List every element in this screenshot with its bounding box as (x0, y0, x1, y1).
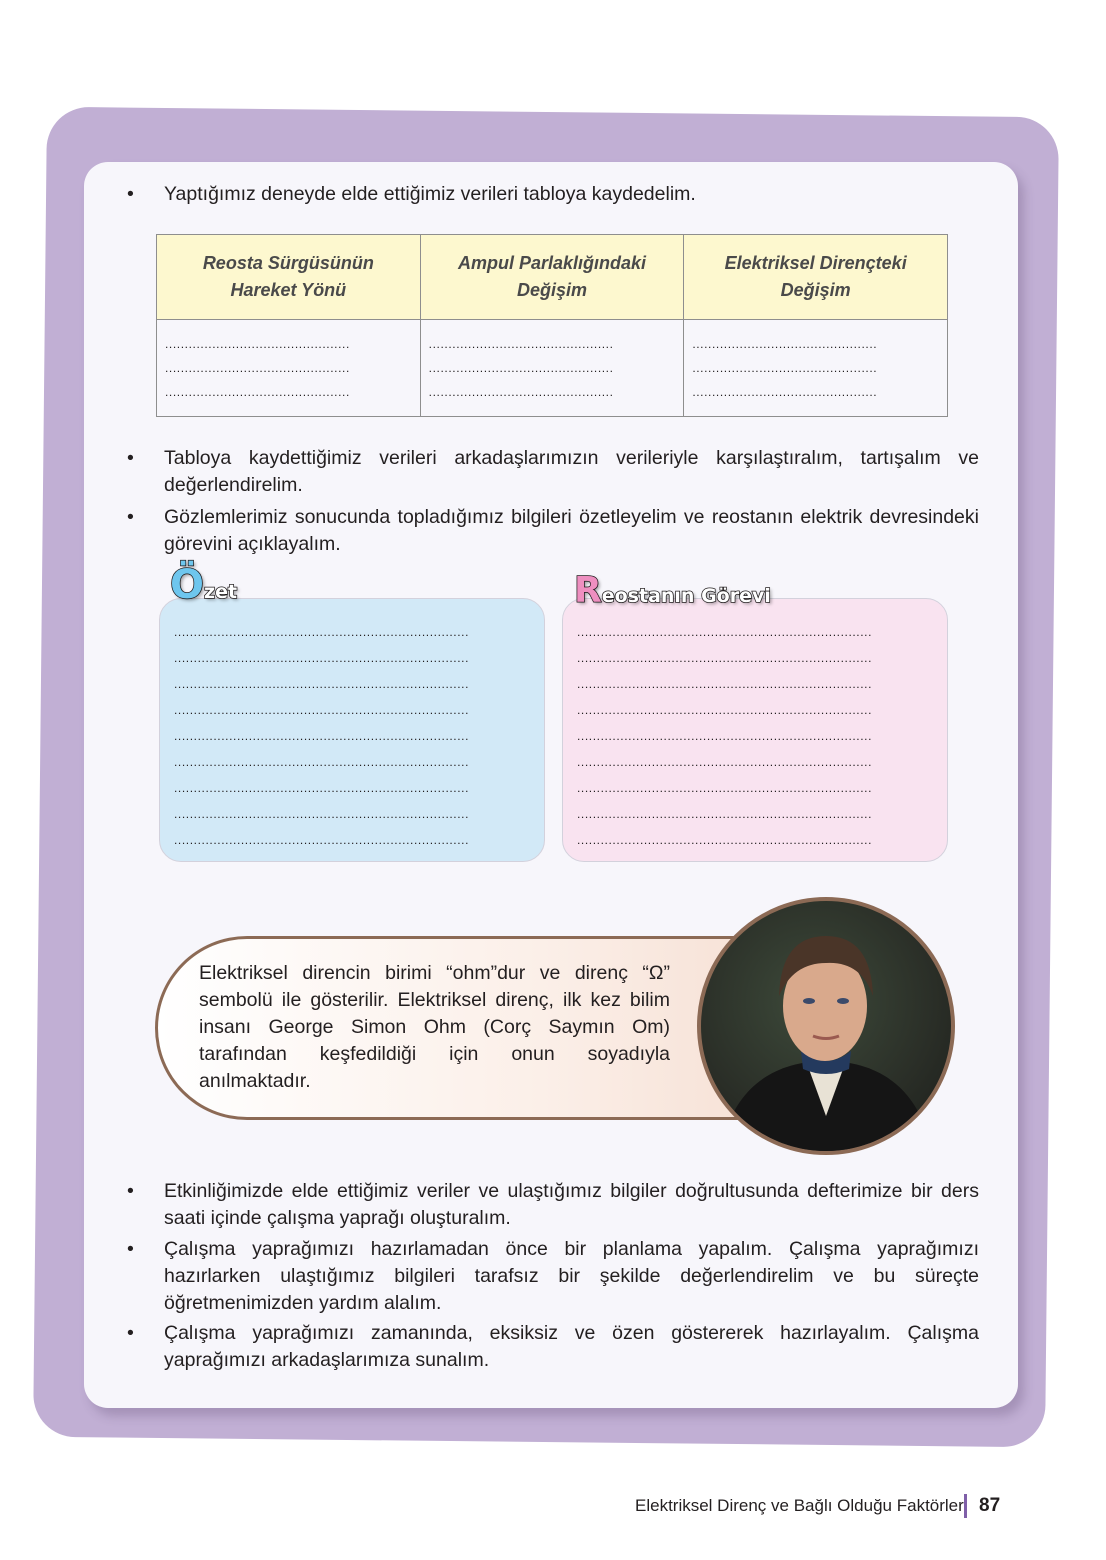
header-rheostat-direction: Reosta Sürgüsünün Hareket Yönü (157, 235, 421, 320)
ohm-portrait-image (697, 897, 955, 1155)
header-brightness-change: Ampul Parlaklığındaki Değişim (420, 235, 684, 320)
rheostat-role-box[interactable]: ........................................................................... ........................................................................... ........................................................................... ........................................................................... ........................................................................... ........................................................................... ........................................................................... ........................................................................... ........................................................................... (562, 598, 948, 862)
footer-divider (964, 1494, 967, 1518)
answer-cell[interactable]: ............................................... ............................................... ............................................... (684, 320, 948, 417)
rheostat-role-title: Reostanın Görevi (574, 570, 771, 611)
summary-box[interactable]: ........................................................................... ........................................................................... ........................................................................... ........................................................................... ........................................................................... ........................................................................... ........................................................................... ........................................................................... ........................................................................... (159, 598, 545, 862)
page-number: 87 (979, 1495, 1001, 1516)
ohm-info-text: Elektriksel direncin birimi “ohm”dur ve direnç “Ω” sembolü ile gösterilir. Elektriksel direnç, ilk kez bilim insanı George Simon Ohm (Corç Saymın Om) tarafından keşfedildiği için onun soyadıyla anılmaktadır. (199, 962, 670, 1092)
portrait-icon (701, 901, 951, 1151)
summary-title: Özet (170, 562, 238, 608)
header-resistance-change: Elektriksel Dirençteki Değişim (684, 235, 948, 320)
data-table (156, 234, 948, 417)
answer-cell[interactable]: ............................................... ............................................... ............................................... (157, 320, 421, 417)
chapter-title: Elektriksel Direnç ve Bağlı Olduğu Faktörler (635, 1496, 964, 1515)
answer-cell[interactable]: ............................................... ............................................... ............................................... (420, 320, 684, 417)
